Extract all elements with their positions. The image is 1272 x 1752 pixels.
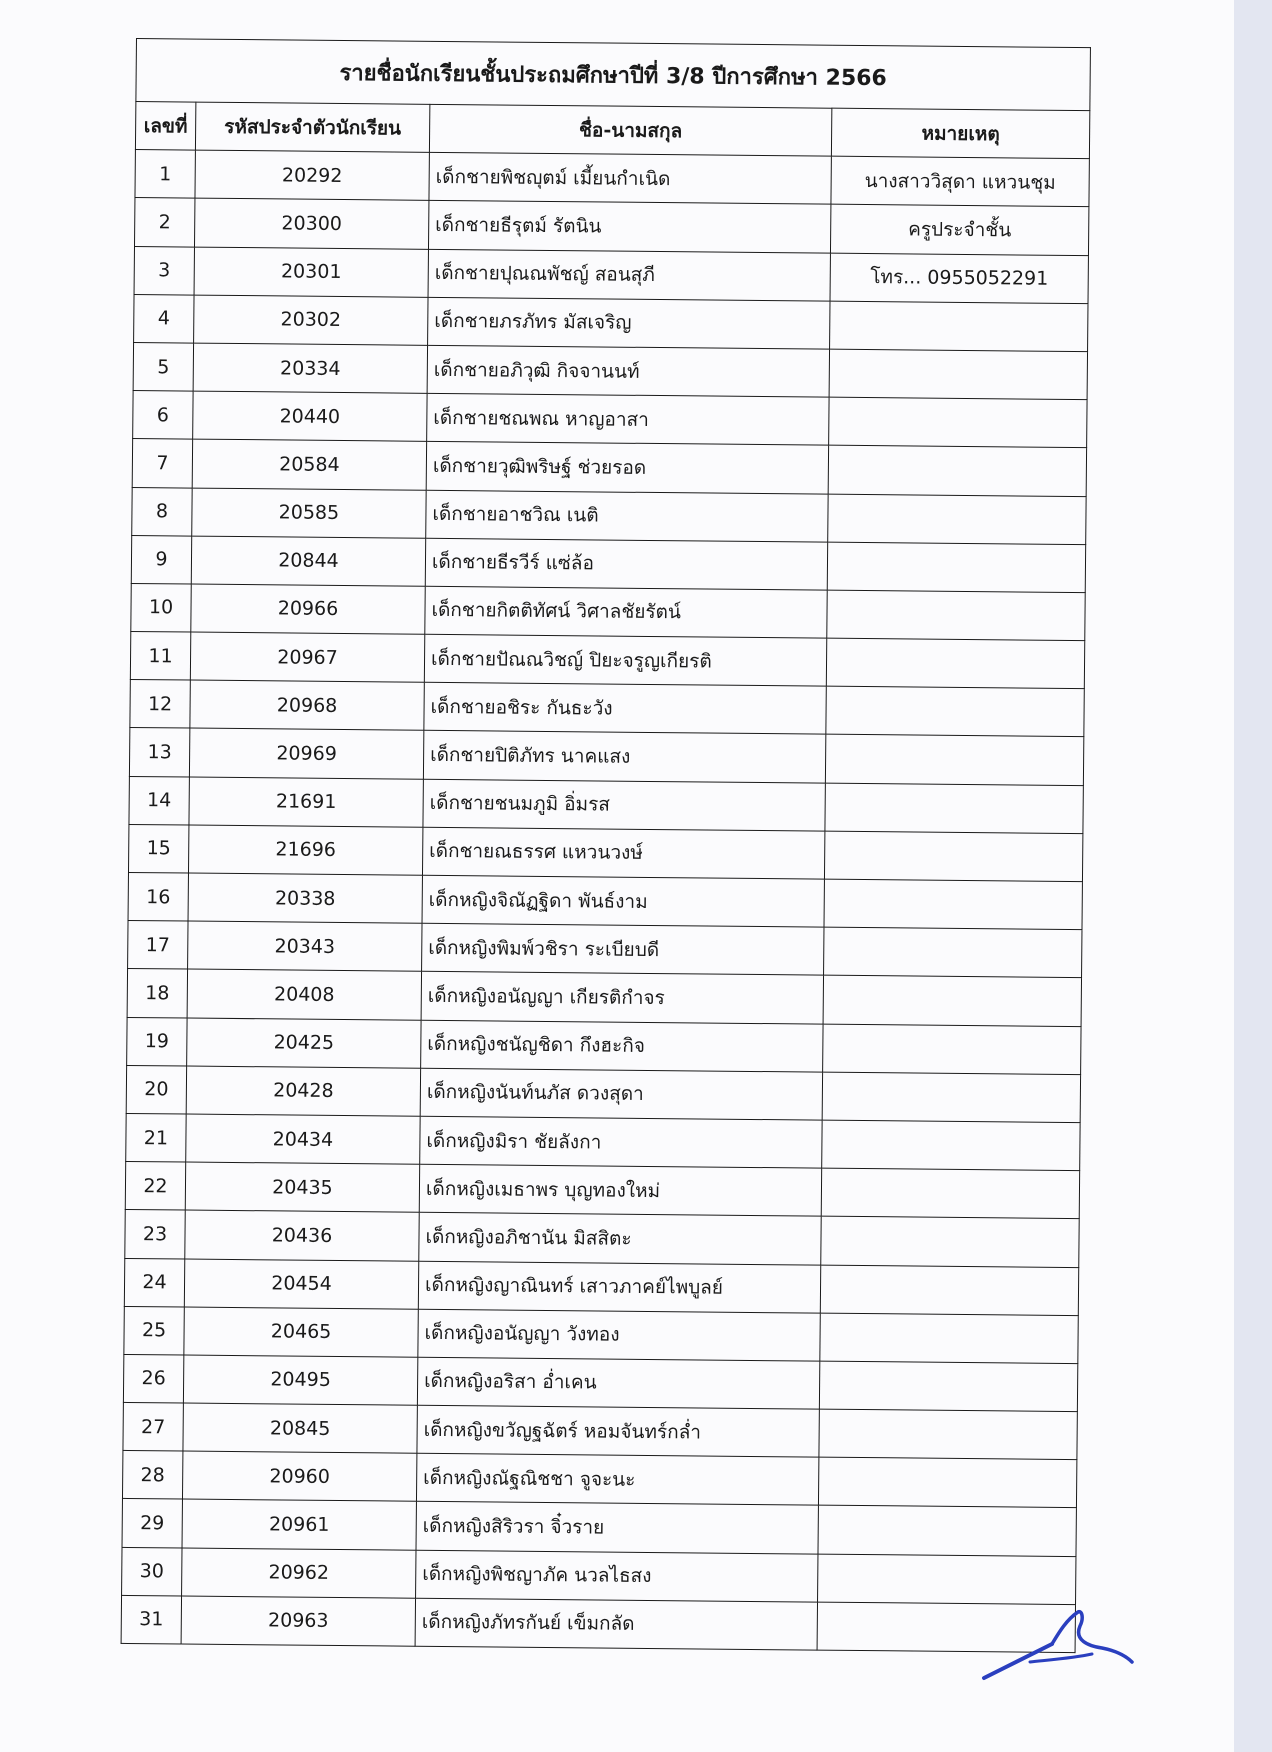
row-number: 27 (123, 1403, 183, 1452)
header-name: ชื่อ-นามสกุล (429, 104, 831, 156)
row-number: 28 (122, 1451, 182, 1500)
student-id: 20440 (193, 391, 427, 441)
row-number: 25 (124, 1306, 184, 1355)
student-id: 20967 (190, 632, 424, 682)
row-remark (825, 783, 1083, 834)
row-remark (821, 1216, 1079, 1267)
row-number: 5 (133, 342, 193, 391)
row-number: 30 (122, 1547, 182, 1596)
student-id: 20962 (182, 1548, 416, 1598)
header-student-id: รหัสประจำตัวนักเรียน (195, 102, 429, 152)
student-name: เด็กชายอาชวิณ เนติ (426, 490, 828, 542)
student-name: เด็กชายชนมภูมิ อิ่มรส (423, 779, 825, 831)
student-name: เด็กหญิงมิรา ชัยลังกา (420, 1116, 822, 1168)
student-id: 20960 (182, 1451, 416, 1501)
title-row (136, 39, 1091, 111)
student-name: เด็กชายอภิวุฒิ กิจจานนท์ (427, 345, 829, 397)
student-name: เด็กชายกิตติทัศน์ วิศาลชัยรัตน์ (425, 586, 827, 638)
row-number: 29 (122, 1499, 182, 1548)
row-remark: โทร... 0955052291 (830, 253, 1088, 304)
row-number: 23 (125, 1210, 185, 1259)
student-name: เด็กหญิงญาณินทร์ เสาวภาคย์ไพบูลย์ (418, 1261, 820, 1313)
student-id: 20292 (195, 150, 429, 200)
student-id: 20338 (188, 873, 422, 923)
student-id: 20434 (186, 1114, 420, 1164)
row-remark (820, 1265, 1078, 1316)
row-remark (823, 976, 1081, 1027)
row-number: 3 (134, 246, 194, 295)
student-name: เด็กชายวุฒิพริษฐ์ ช่วยรอด (426, 442, 828, 494)
row-remark (826, 686, 1084, 737)
row-remark (829, 349, 1087, 400)
signature-mark (978, 1600, 1138, 1690)
student-id: 20425 (187, 1018, 421, 1068)
row-remark (823, 1024, 1081, 1075)
row-number: 31 (121, 1595, 181, 1644)
table-row (121, 1595, 1075, 1652)
row-remark (822, 1072, 1080, 1123)
student-name: เด็กหญิงนันท์นภัส ดวงสุดา (420, 1068, 822, 1120)
student-id: 20963 (181, 1596, 415, 1646)
header-no: เลขที่ (135, 102, 195, 151)
student-id: 20584 (192, 439, 426, 489)
student-name: เด็กหญิงณัฐณิชชา จูจะนะ (416, 1454, 818, 1506)
row-number: 22 (125, 1162, 185, 1211)
student-name: เด็กหญิงขวัญฐฉัตร์ หอมจันทร์กล่ำ (417, 1405, 819, 1457)
student-name: เด็กหญิงพิมพ์วชิรา ระเบียบดี (422, 923, 824, 975)
row-number: 24 (124, 1258, 184, 1307)
row-number: 14 (129, 776, 189, 825)
row-remark (828, 445, 1086, 496)
row-remark (827, 542, 1085, 593)
row-remark (824, 831, 1082, 882)
roster-body (121, 150, 1089, 1653)
row-remark (818, 1506, 1076, 1557)
row-remark (827, 590, 1085, 641)
student-id: 21691 (189, 777, 423, 827)
student-name: เด็กหญิงอริสา อ่ำเคน (417, 1357, 819, 1409)
student-name: เด็กหญิงพิชญาภัค นวลไธสง (416, 1550, 818, 1602)
student-id: 21696 (188, 825, 422, 875)
student-id: 20969 (189, 728, 423, 778)
student-id: 20968 (190, 680, 424, 730)
row-number: 8 (132, 487, 192, 536)
header-remark: หมายเหตุ (831, 108, 1089, 159)
scan-edge (1234, 0, 1272, 1752)
student-name: เด็กหญิงภัทรกันย์ เข็มกลัด (415, 1598, 817, 1650)
student-id: 20435 (185, 1162, 419, 1212)
student-id: 20302 (194, 295, 428, 345)
student-name: เด็กชายชณพณ หาญอาสา (427, 393, 829, 445)
row-number: 16 (128, 872, 188, 921)
row-number: 6 (133, 391, 193, 440)
row-number: 20 (126, 1065, 186, 1114)
student-id: 20966 (191, 584, 425, 634)
student-id: 20961 (182, 1499, 416, 1549)
row-remark (821, 1168, 1079, 1219)
student-name: เด็กชายภรภัทร มัสเจริญ (428, 297, 830, 349)
student-name: เด็กหญิงสิริวรา จิ๋วราย (416, 1502, 818, 1554)
row-number: 11 (130, 632, 190, 681)
student-id: 20465 (184, 1307, 418, 1357)
student-id: 20334 (193, 343, 427, 393)
row-number: 17 (128, 921, 188, 970)
student-id: 20495 (183, 1355, 417, 1405)
student-name: เด็กชายณธรรศ แหวนวงษ์ (422, 827, 824, 879)
student-id: 20301 (194, 247, 428, 297)
student-id: 20428 (186, 1066, 420, 1116)
row-number: 4 (134, 294, 194, 343)
row-number: 19 (127, 1017, 187, 1066)
row-number: 12 (130, 680, 190, 729)
row-remark (828, 494, 1086, 545)
student-id: 20844 (191, 536, 425, 586)
student-id: 20585 (192, 488, 426, 538)
row-number: 9 (131, 535, 191, 584)
row-number: 10 (131, 583, 191, 632)
row-number: 13 (129, 728, 189, 777)
row-number: 26 (123, 1354, 183, 1403)
page-title: รายชื่อนักเรียนชั้นประถมศึกษาปีที่ 3/8 ปีการศึกษา 2566 (136, 39, 1091, 111)
row-remark (830, 301, 1088, 352)
student-name: เด็กชายปิติภัทร นาคแสง (423, 731, 825, 783)
row-number: 18 (127, 969, 187, 1018)
row-remark: นางสาววิสุดา แหวนชุม (831, 156, 1089, 207)
student-name: เด็กหญิงอนัญญา เกียรติกำจร (421, 972, 823, 1024)
row-remark (825, 735, 1083, 786)
student-name: เด็กชายปุณณพัชญ์ สอนสุภี (428, 249, 830, 301)
row-remark (824, 927, 1082, 978)
student-name: เด็กหญิงอนัญญา วังทอง (418, 1309, 820, 1361)
student-name: เด็กชายอชิระ กันธะวัง (424, 683, 826, 735)
row-remark (824, 879, 1082, 930)
student-name: เด็กชายพิชญุตม์ เมี้ยนกำเนิด (429, 153, 831, 205)
student-name: เด็กชายธีรวีร์ แซ่ล้อ (425, 538, 827, 590)
row-number: 1 (135, 150, 195, 199)
row-remark (819, 1409, 1077, 1460)
student-name: เด็กชายธีรุตม์ รัตนิน (428, 201, 830, 253)
row-number: 7 (132, 439, 192, 488)
student-name: เด็กหญิงจิณัฏฐิดา พันธ์งาม (422, 875, 824, 927)
row-remark (829, 397, 1087, 448)
student-id: 20436 (185, 1210, 419, 1260)
student-id: 20408 (187, 969, 421, 1019)
row-number: 15 (128, 824, 188, 873)
row-remark (819, 1361, 1077, 1412)
row-remark (820, 1313, 1078, 1364)
student-name: เด็กชายปัณณวิชญ์ ปิยะจรูญเกียรติ (424, 634, 826, 686)
student-id: 20343 (188, 921, 422, 971)
row-remark (826, 638, 1084, 689)
row-number: 2 (135, 198, 195, 247)
student-id: 20300 (194, 198, 428, 248)
row-remark (822, 1120, 1080, 1171)
student-roster-table (121, 38, 1091, 1653)
student-name: เด็กหญิงชนัญชิดา กึงฮะกิจ (421, 1020, 823, 1072)
student-id: 20845 (183, 1403, 417, 1453)
row-number: 21 (126, 1113, 186, 1162)
row-remark (818, 1554, 1076, 1605)
student-name: เด็กหญิงเมธาพร บุญทองใหม่ (419, 1164, 821, 1216)
row-remark: ครูประจำชั้น (830, 205, 1088, 256)
student-id: 20454 (184, 1259, 418, 1309)
student-name: เด็กหญิงอภิชานัน มิสสิตะ (419, 1213, 821, 1265)
row-remark (818, 1457, 1076, 1508)
